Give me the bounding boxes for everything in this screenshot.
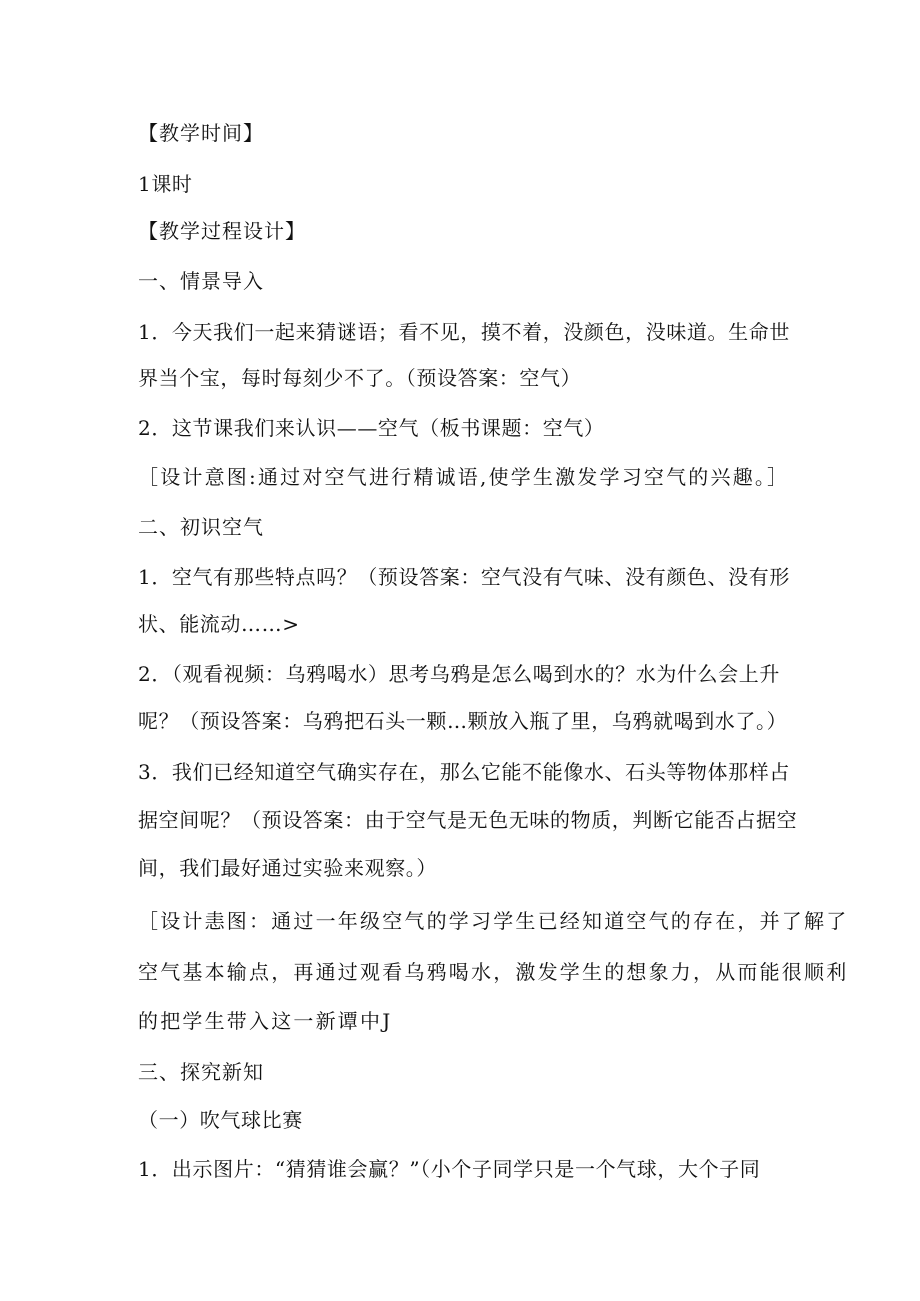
section1-item1-line1: 1．今天我们一起来猜谜语；看不见，摸不着，没颜色，没味道。生命世 [138, 320, 790, 344]
section2-item1-line2: 状、能流动……> [138, 612, 300, 636]
section2-item3-line2: 据空间呢？（预设答案：由于空气是无色无味的物质，判断它能否占据空 [138, 808, 798, 832]
section3-title: 三、探究新知 [138, 1060, 264, 1084]
section1-design-note: ［设计意图:通过对空气进行精诚语,使学生激发学习空气的兴趣。］ [138, 465, 790, 489]
section3-subsection1-title: （一）吹气球比赛 [138, 1108, 303, 1132]
section2-design-note-line3: 的把学生带入这一新谭中J [138, 1009, 393, 1033]
teaching-time-heading: 【教学时间】 [138, 121, 264, 145]
process-heading: 【教学过程设计】 [138, 219, 306, 243]
section1-item1-line2: 界当个宝，每时每刻少不了。（预设答案：空气） [138, 366, 582, 390]
section2-item3-line3: 间，我们最好通过实验来观察。） [138, 856, 437, 880]
section1-item2: 2．这节课我们来认识——空气（板书课题：空气） [138, 416, 605, 440]
section3-item1-line1: 1．出示图片：“猜猜谁会赢？”（小个子同学只是一个气球，大个子同 [138, 1157, 761, 1181]
section2-title: 二、初识空气 [138, 515, 264, 539]
section2-design-note-line2: 空气基本输点，再通过观看乌鸦喝水，激发学生的想象力，从而能很顺利 [138, 960, 849, 984]
teaching-time-value: 1课时 [138, 172, 193, 196]
section2-item2-line1: 2．（观看视频：乌鸦喝水）思考乌鸦是怎么喝到水的？水为什么会上升 [138, 662, 780, 686]
section2-item3-line1: 3．我们已经知道空气确实存在，那么它能不能像水、石头等物体那样占 [138, 760, 790, 784]
section1-title: 一、情景导入 [138, 269, 264, 293]
section2-item1-line1: 1．空气有那些特点吗？（预设答案：空气没有气味、没有颜色、没有形 [138, 565, 790, 589]
section2-design-note-line1: ［设计恚图：通过一年级空气的学习学生已经知道空气的存在，并了解了 [138, 909, 849, 933]
section2-item2-line2: 呢？（预设答案：乌鸦把石头一颗…颗放入瓶了里，乌鸦就喝到水了。） [138, 709, 788, 733]
